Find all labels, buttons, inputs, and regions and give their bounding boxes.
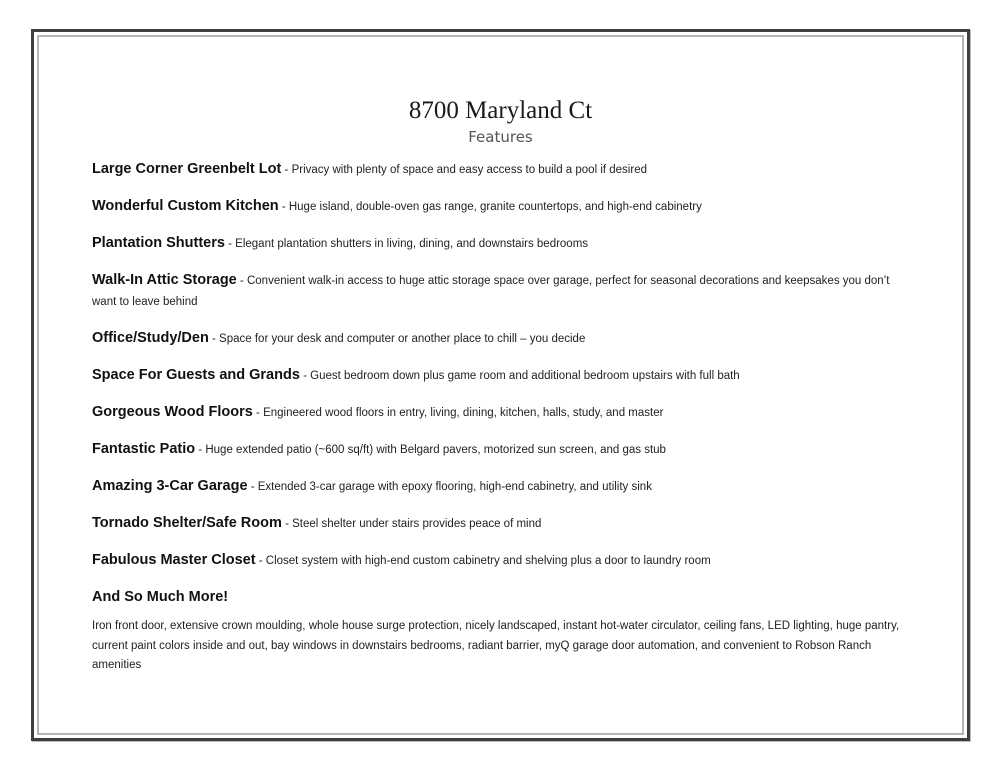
feature-description: - Privacy with plenty of space and easy access to build a pool if desired bbox=[281, 164, 647, 176]
feature-item bbox=[92, 550, 912, 571]
feature-item bbox=[92, 402, 912, 423]
feature-description: - Convenient walk-in access to huge attic storage space over garage, perfect for seasonal decorations and keepsakes you don’t want to leave behind bbox=[92, 275, 890, 308]
feature-name: Space For Guests and Grands bbox=[92, 367, 300, 383]
feature-name: Plantation Shutters bbox=[92, 235, 225, 251]
feature-item bbox=[92, 270, 912, 312]
feature-name: Gorgeous Wood Floors bbox=[92, 404, 253, 420]
feature-list bbox=[92, 159, 912, 676]
feature-name: Office/Study/Den bbox=[92, 330, 209, 346]
feature-description: - Steel shelter under stairs provides peace of mind bbox=[281, 518, 542, 530]
feature-description: - Huge island, double-oven gas range, granite countertops, and high-end cabinetry bbox=[278, 201, 702, 213]
feature-item bbox=[92, 233, 912, 254]
feature-name: Walk-In Attic Storage bbox=[92, 272, 237, 288]
feature-description: - Engineered wood floors in entry, living, dining, kitchen, halls, study, and master bbox=[252, 407, 664, 419]
feature-description: - Space for your desk and computer or another place to chill – you decide bbox=[208, 333, 586, 345]
page-inner-border bbox=[37, 35, 964, 735]
feature-name: Wonderful Custom Kitchen bbox=[92, 198, 279, 214]
page-frame bbox=[31, 29, 970, 741]
feature-name: Amazing 3-Car Garage bbox=[92, 478, 248, 494]
more-description: Iron front door, extensive crown moulding, whole house surge protection, nicely landscaped, instant hot-water circulator, ceiling fans, LED lighting, huge pantry, current paint colors inside and out, bay windows in downstairs bedrooms, radiant barrier, myQ garage door automation, and convenient to Robson Ranch amenities bbox=[92, 620, 900, 671]
feature-item bbox=[92, 365, 912, 386]
feature-description: - Extended 3-car garage with epoxy flooring, high-end cabinetry, and utility sink bbox=[247, 481, 652, 493]
document-subtitle: Features bbox=[468, 128, 533, 146]
feature-item bbox=[92, 196, 912, 217]
feature-item bbox=[92, 328, 912, 349]
feature-item bbox=[92, 476, 912, 497]
feature-item bbox=[92, 159, 912, 180]
feature-item bbox=[92, 513, 912, 534]
feature-name: Tornado Shelter/Safe Room bbox=[92, 515, 282, 531]
feature-description: - Guest bedroom down plus game room and additional bedroom upstairs with full bath bbox=[299, 370, 740, 382]
feature-name: Fantastic Patio bbox=[92, 441, 196, 457]
more-heading: And So Much More! bbox=[92, 589, 229, 605]
feature-description: - Elegant plantation shutters in living, dining, and downstairs bedrooms bbox=[224, 238, 589, 250]
document-title: 8700 Maryland Ct bbox=[408, 97, 593, 124]
feature-name: Large Corner Greenbelt Lot bbox=[92, 161, 282, 177]
feature-name: Fabulous Master Closet bbox=[92, 552, 256, 568]
feature-description: - Closet system with high-end custom cabinetry and shelving plus a door to laundry room bbox=[255, 555, 711, 567]
feature-item bbox=[92, 439, 912, 460]
feature-description: - Huge extended patio (~600 sq/ft) with Belgard pavers, motorized sun screen, and gas stub bbox=[195, 444, 666, 456]
